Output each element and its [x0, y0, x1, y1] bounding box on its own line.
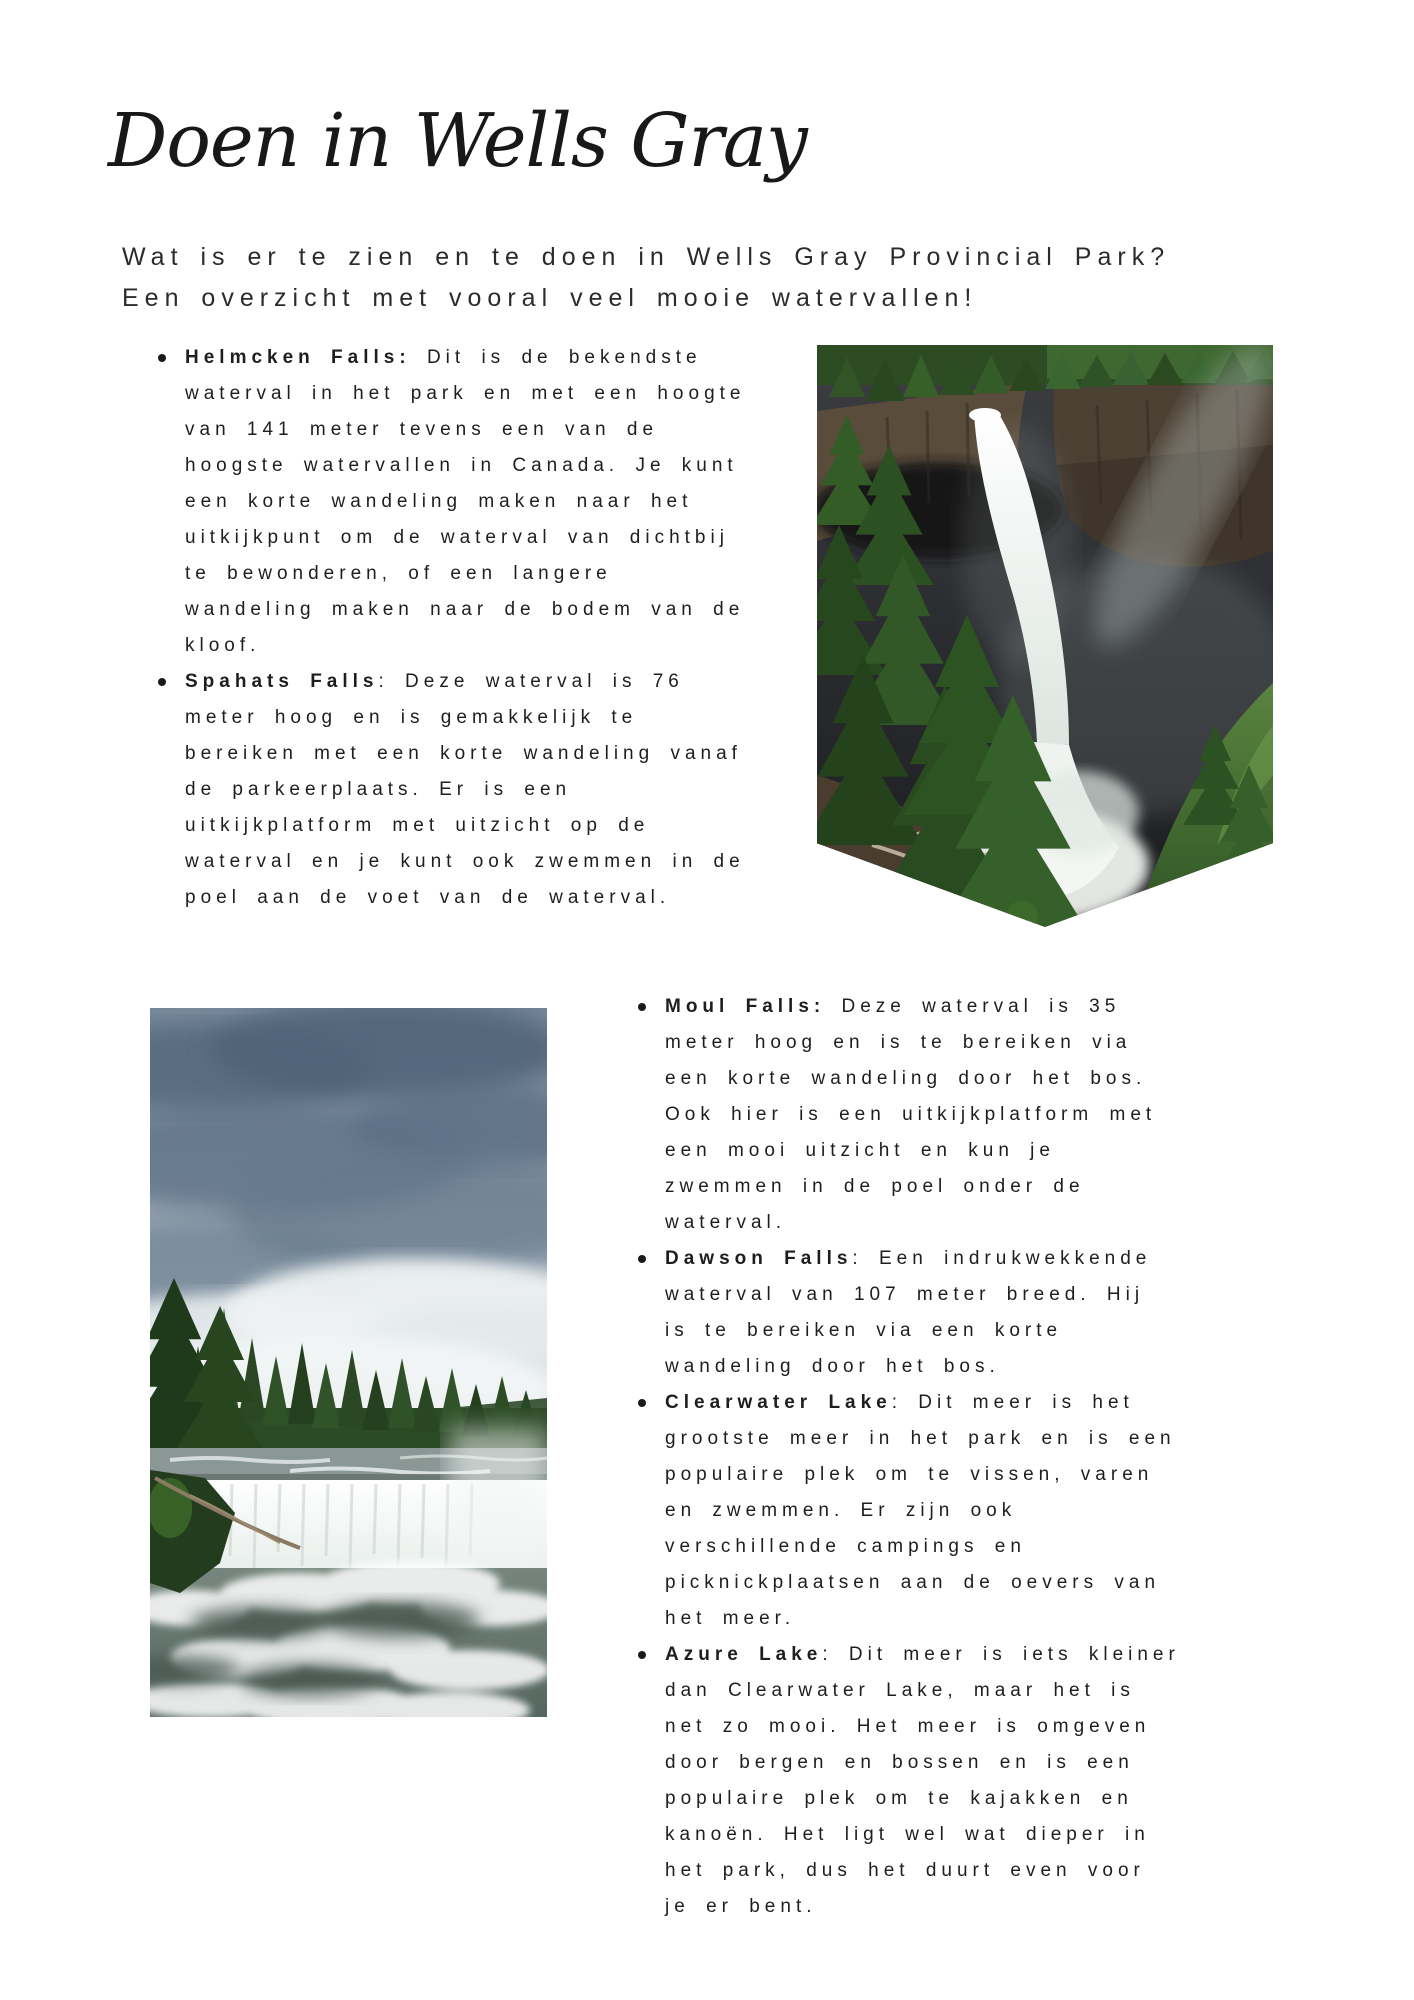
list-item-spahats-falls: [156, 664, 748, 916]
falls-list-right: [636, 989, 1184, 1925]
falls-description: : Dit meer is het grootste meer in het park en is een populaire plek om te vissen, varen en zwemmen. Er zijn ook verschillende campings en picknickplaatsen aan de oevers van het meer.: [665, 1392, 1176, 1629]
list-item-azure-lake: [636, 1637, 1184, 1925]
list-item-dawson-falls: [636, 1241, 1184, 1385]
falls-name: Clearwater Lake: [665, 1392, 892, 1413]
list-item-helmcken-falls: [156, 340, 748, 664]
falls-list-left: [156, 340, 748, 916]
intro-line-2: Een overzicht met vooral veel mooie watervallen!: [122, 284, 978, 312]
falls-name: Spahats Falls: [185, 671, 379, 692]
falls-description: : Deze waterval is 76 meter hoog en is gemakkelijk te bereiken met een korte wandeling vanaf de parkeerplaats. Er is een uitkijkplatform met uitzicht op de waterval en je kunt ook zwemmen in de poel aan de voet van de waterval.: [185, 671, 745, 908]
falls-name: Moul Falls:: [665, 996, 826, 1017]
falls-description: : Een indrukwekkende waterval van 107 meter breed. Hij is te bereiken via een korte wandeling door het bos.: [665, 1248, 1152, 1377]
falls-name: Helmcken Falls:: [185, 347, 411, 368]
page-title: Doen in Wells Gray: [108, 98, 807, 184]
falls-description: : Dit meer is iets kleiner dan Clearwater Lake, maar het is net zo mooi. Het meer is omgeven door bergen en bossen en is een populaire plek om te kajakken en kanoën. Het ligt wel wat dieper in het park, dus het duurt even voor je er bent.: [665, 1644, 1180, 1917]
list-item-moul-falls: [636, 989, 1184, 1241]
list-item-clearwater-lake: [636, 1385, 1184, 1637]
helmcken-falls-photo: [817, 345, 1273, 927]
falls-name: Dawson Falls: [665, 1248, 853, 1269]
falls-description: Deze waterval is 35 meter hoog en is te bereiken via een korte wandeling door het bos. Ook hier is een uitkijkplatform met een mooi uitzicht en kun je zwemmen in de poel onder de waterval.: [665, 996, 1157, 1233]
falls-description: Dit is de bekendste waterval in het park en met een hoogte van 141 meter tevens een van de hoogste watervallen in Canada. Je kunt een korte wandeling maken naar het uitkijkpunt om de waterval van dichtbij te bewonderen, of een langere wandeling maken naar de bodem van de kloof.: [185, 347, 746, 656]
dawson-falls-photo: [150, 1008, 547, 1717]
intro-line-1: Wat is er te zien en te doen in Wells Gray Provincial Park?: [122, 243, 1171, 271]
intro-text: [122, 237, 1170, 319]
falls-name: Azure Lake: [665, 1644, 823, 1665]
